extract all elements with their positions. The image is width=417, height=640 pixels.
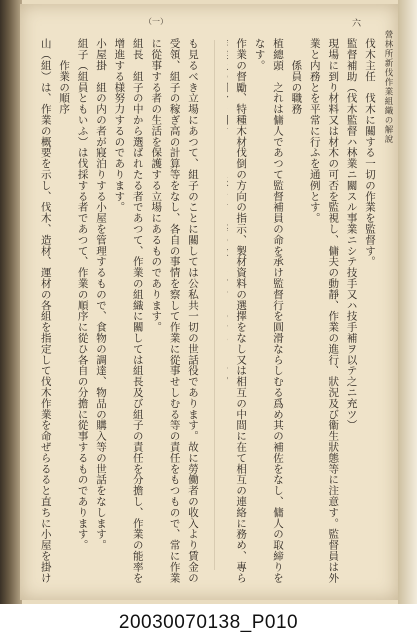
left-text-column: も見るべき立場にあつて、組子のことに關しては公私共一切の世話役であります。故に勞働者の收入より賃金の受領、組子の稼ぎ高の計算等をなし、各自の事情を察して作業に從事せしむる等の責任をもつもので、常に作業に從事する者の生活を保護する立場にあるものであります。 組長 組子の中から選ばれたる者であつて、作業の組織に關しては組長及び組子の責任を分擔し、作業の能率を增進する様努力するのであります。 小屋掛 組の内の者が寢泊りする小屋を管理するもので、食物の調達、物品の購入等の世話をなします。 組子（組員ともいふ）は伐採する者であつて、作業の順序に從ひ各自の分擔に從事するものであります。 作業の順序 山（組）は、作業の概要を示し、伐木、造材、運材の各組を指定して伐木作業を命ぜらるると直ちに小屋を掛け: [39, 38, 199, 583]
column-divider: [214, 40, 215, 570]
page-number-marker: （一）: [144, 17, 168, 26]
right-text-column: 伐木主任 伐木に關する一切の作業を監督す。 監督補助（伐木監督ハ林業ニ關スル事業ニシテ技手又ハ技手補ヲ以テ之ニ充ツ） 現場に到り材料又は材木の可否を監視し、傭夫の動靜、作業の進行、狀況及び衞生狀態等に注意す。監督員は外業と内務とを平常に行ふを通例とす。 係員の職務 植總頭 之れは傭人であつて監督補員の命を承け監督行を圓滑ならしむる爲め其の補佐をなし、傭人の取締りをなす。 作業の督勵、特種木材伐倒の方向の指示、製材資料の選擇をなし又は相互の中間に在て相互の連絡に務め、專ら: [235, 38, 376, 583]
running-header-title: 營林所新伐作業組織の解說: [383, 30, 393, 144]
image-id-caption: 20030070138_P010: [118, 612, 299, 633]
page-number: 六: [352, 19, 362, 29]
page-edge: [398, 0, 417, 604]
book-spine: [0, 0, 22, 604]
